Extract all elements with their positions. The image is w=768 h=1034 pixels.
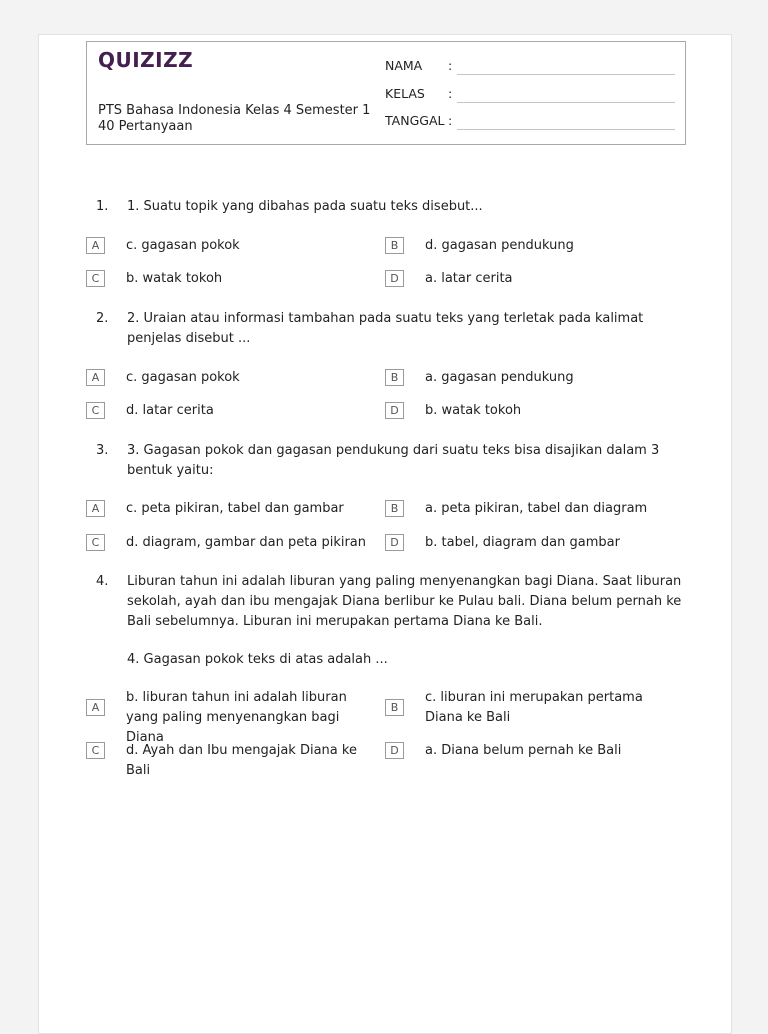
question-number: 2.: [96, 311, 109, 326]
option-letter-box: C: [86, 270, 105, 287]
date-label: TANGGAL: [385, 113, 445, 128]
reading-passage: Liburan tahun ini adalah liburan yang paling menyenangkan bagi Diana. Saat liburan sekolah, ayah dan ibu mengajak Diana berlibur ke Pulau bali. Diana belum pernah ke Bali sebelumnya. Liburan ini merupakan pertama Diana ke Bali.: [127, 574, 682, 629]
option-text: d. gagasan pendukung: [425, 238, 574, 253]
worksheet-header: [86, 41, 686, 145]
option-text: d. Ayah dan Ibu mengajak Diana ke Bali: [126, 743, 357, 778]
option-text: b. watak tokoh: [425, 403, 522, 418]
question-text: 3. Gagasan pokok dan gagasan pendukung dari suatu teks bisa disajikan dalam 3 bentuk yaitu:: [127, 443, 660, 478]
class-line: [457, 102, 675, 103]
class-label: KELAS: [385, 86, 425, 101]
option-letter-box: A: [86, 699, 105, 716]
option-text: b. watak tokoh: [126, 271, 223, 286]
option-text: b. liburan tahun ini adalah liburan yang paling menyenangkan bagi Diana: [126, 690, 347, 745]
option-letter-box: C: [86, 742, 105, 759]
worksheet-title: PTS Bahasa Indonesia Kelas 4 Semester 1: [98, 103, 371, 118]
question-number: 4.: [96, 574, 109, 589]
date-line: [457, 129, 675, 130]
option-letter-box: C: [86, 534, 105, 551]
option-letter-box: A: [86, 369, 105, 386]
option-text: c. gagasan pokok: [126, 370, 240, 385]
option-letter-box: B: [385, 369, 404, 386]
class-colon: :: [448, 86, 453, 101]
name-label: NAMA: [385, 58, 423, 73]
option-text: d. latar cerita: [126, 403, 214, 418]
question-number: 3.: [96, 443, 109, 458]
option-letter-box: D: [385, 270, 404, 287]
option-letter-box: A: [86, 237, 105, 254]
option-letter-box: A: [86, 500, 105, 517]
option-text: c. gagasan pokok: [126, 238, 240, 253]
option-text: b. tabel, diagram dan gambar: [425, 535, 620, 550]
option-text: a. peta pikiran, tabel dan diagram: [425, 501, 648, 516]
question-count: 40 Pertanyaan: [98, 119, 193, 134]
option-letter-box: D: [385, 534, 404, 551]
option-text: c. peta pikiran, tabel dan gambar: [126, 501, 344, 516]
option-text: a. gagasan pendukung: [425, 370, 574, 385]
option-letter-box: D: [385, 742, 404, 759]
option-letter-box: B: [385, 699, 404, 716]
option-text: d. diagram, gambar dan peta pikiran: [126, 535, 367, 550]
option-text: a. latar cerita: [425, 271, 513, 286]
option-text: a. Diana belum pernah ke Bali: [425, 743, 622, 758]
quizizz-logo: QUIZIZZ: [98, 48, 194, 72]
question-number: 1.: [96, 199, 109, 214]
question-text: 4. Gagasan pokok teks di atas adalah ...: [127, 652, 388, 667]
question-text: 1. Suatu topik yang dibahas pada suatu teks disebut...: [127, 199, 483, 214]
name-colon: :: [448, 58, 453, 73]
name-line: [457, 74, 675, 75]
option-letter-box: B: [385, 500, 404, 517]
class-field: [385, 86, 675, 104]
option-text: c. liburan ini merupakan pertama Diana ke Bali: [425, 690, 643, 725]
option-letter-box: B: [385, 237, 404, 254]
name-field: [385, 58, 675, 76]
option-letter-box: C: [86, 402, 105, 419]
question-text: 2. Uraian atau informasi tambahan pada suatu teks yang terletak pada kalimat penjelas disebut ...: [127, 311, 644, 346]
option-letter-box: D: [385, 402, 404, 419]
worksheet-page: [38, 34, 732, 1034]
date-colon: :: [448, 113, 453, 128]
date-field: [385, 113, 675, 131]
